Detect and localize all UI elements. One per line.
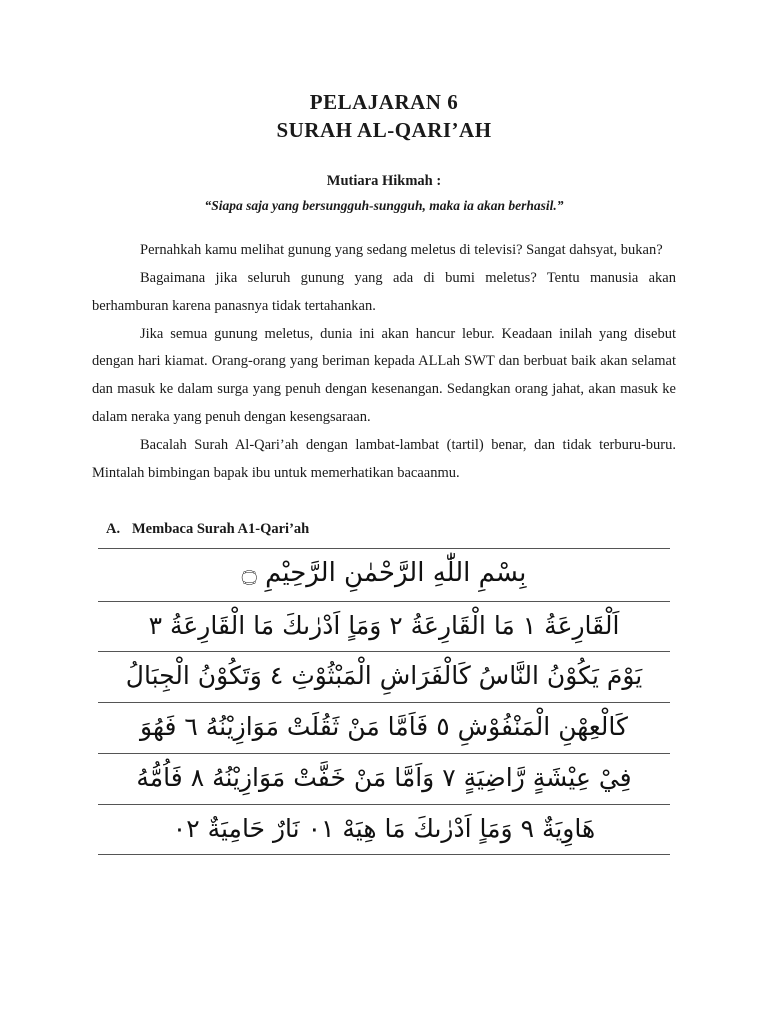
section-title: Membaca Surah A1-Qari’ah: [132, 521, 310, 538]
paragraph-3: Jika semua gunung meletus, dunia ini akan hancur lebur. Keadaan inilah yang disebut dengan hari kiamat. Orang-orang yang beriman kepada ALLah SWT dan berbuat baik akan selamat dan masuk ke dalam surga yang penuh dengan kesenangan. Sedangkan orang jahat, akan masuk ke dalam neraka yang penuh dengan kesengsaraan.: [92, 325, 676, 425]
wisdom-label: Mutiara Hikmah :: [326, 172, 442, 189]
paragraph-1: Pernahkah kamu melihat gunung yang sedang meletus di televisi? Sangat dahsyat, bukan?: [140, 242, 663, 259]
wisdom-block: [92, 171, 676, 217]
ayat-line: يَوْمَ يَكُوْنُ النَّاسُ كَالْفَرَاشِ الْمَبْثُوْثِ ٤ وَتَكُوْنُ الْجِبَالُ: [98, 652, 670, 703]
paragraph-4: Bacalah Surah Al-Qari’ah dengan lambat-lambat (tartil) benar, dan tidak terburu-buru. Mintalah bimbingan bapak ibu untuk memerhatikan bacaanmu.: [92, 436, 676, 481]
section-letter: A.: [106, 521, 121, 538]
lesson-title: PELAJARAN 6: [309, 90, 459, 114]
paragraph-2: Bagaimana jika seluruh gunung yang ada di bumi meletus? Tentu manusia akan berhamburan karena panasnya tidak tertahankan.: [92, 269, 676, 314]
quran-verses-block: [92, 548, 676, 855]
body-text: [92, 237, 676, 487]
surah-title: SURAH AL-QARI’AH: [276, 118, 492, 143]
ayat-line: هَاوِيَةٌ ٩ وَمَاٍ اَدْرٰىكَ مَا هِيَهْ ٠١ نَارٌ حَامِيَةٌ ٠٢: [98, 805, 670, 856]
wisdom-quote: “Siapa saja yang bersungguh-sungguh, maka ia akan berhasil.”: [204, 198, 564, 214]
ayat-line: اَلْقَارِعَةُ ١ مَا الْقَارِعَةُ ٢ وَمَاٍ اَدْرٰىكَ مَا الْقَارِعَةُ ٣: [98, 602, 670, 653]
ayat-line: فِيْ عِيْشَةٍ رَّاضِيَةٍ ٧ وَاَمَّا مَنْ خَفَّتْ مَوَازِيْنُهُ ٨ فَاُمُّهُ: [98, 754, 670, 805]
ayat-line: كَالْعِهْنِ الْمَنْفُوْشِ ٥ فَاَمَّا مَنْ ثَقُلَتْ مَوَازِيْنُهُ ٦ فَهُوَ: [98, 703, 670, 754]
section-heading: [92, 521, 676, 538]
ayat-line: بِسْمِ اللّٰهِ الرَّحْمٰنِ الرَّحِيْمِ ۝: [98, 548, 670, 601]
page-title: [92, 88, 676, 145]
